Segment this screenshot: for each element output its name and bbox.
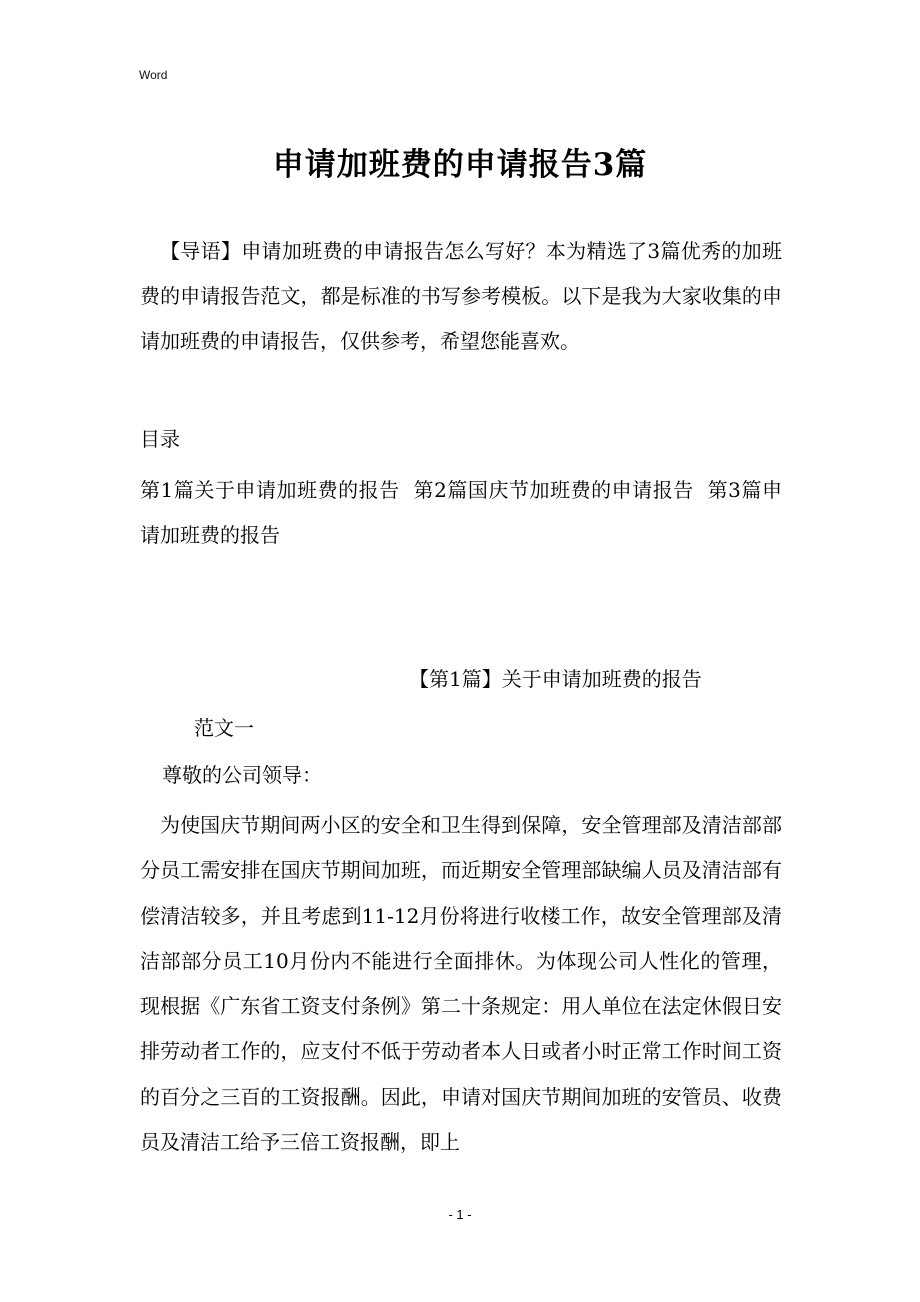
intro-paragraph: 【导语】申请加班费的申请报告怎么写好？本为精选了3篇优秀的加班费的申请报告范文，都是标准的书写参考模板。以下是我为大家收集的申请加班费的申请报告，仅供参考，希望您能喜欢。 xyxy=(140,239,782,353)
document-title: 申请加班费的申请报告3篇 xyxy=(272,147,648,183)
toc-heading: 目录 xyxy=(140,427,180,451)
section-heading: 【第1篇】关于申请加班费的报告 xyxy=(409,667,702,691)
toc-items: 第1篇关于申请加班费的报告 第2篇国庆节加班费的申请报告 第3篇申请加班费的报告 xyxy=(140,478,782,547)
sample-label: 范文一 xyxy=(194,716,254,740)
page-number: - 1 - xyxy=(448,1207,472,1222)
body-paragraph: 为使国庆节期间两小区的安全和卫生得到保障，安全管理部及清洁部部分员工需安排在国庆节期间加班，而近期安全管理部缺编人员及清洁部有偿清洁较多，并且考虑到11-12月份将进行收楼工作，故安全管理部及清洁部部分员工10月份内不能进行全面排休。为体现公司人性化的管理，现根据《广东省工资支付条例》第二十条规定：用人单位在法定休假日安排劳动者工作的，应支付不低于劳动者本人日或者小时正常工作时间工资的百分之三百的工资报酬。因此，申请对国庆节期间加班的安管员、收费员及清洁工给予三倍工资报酬，即上 xyxy=(140,813,782,1155)
salutation: 尊敬的公司领导： xyxy=(162,763,322,787)
header-label: Word xyxy=(139,68,168,82)
